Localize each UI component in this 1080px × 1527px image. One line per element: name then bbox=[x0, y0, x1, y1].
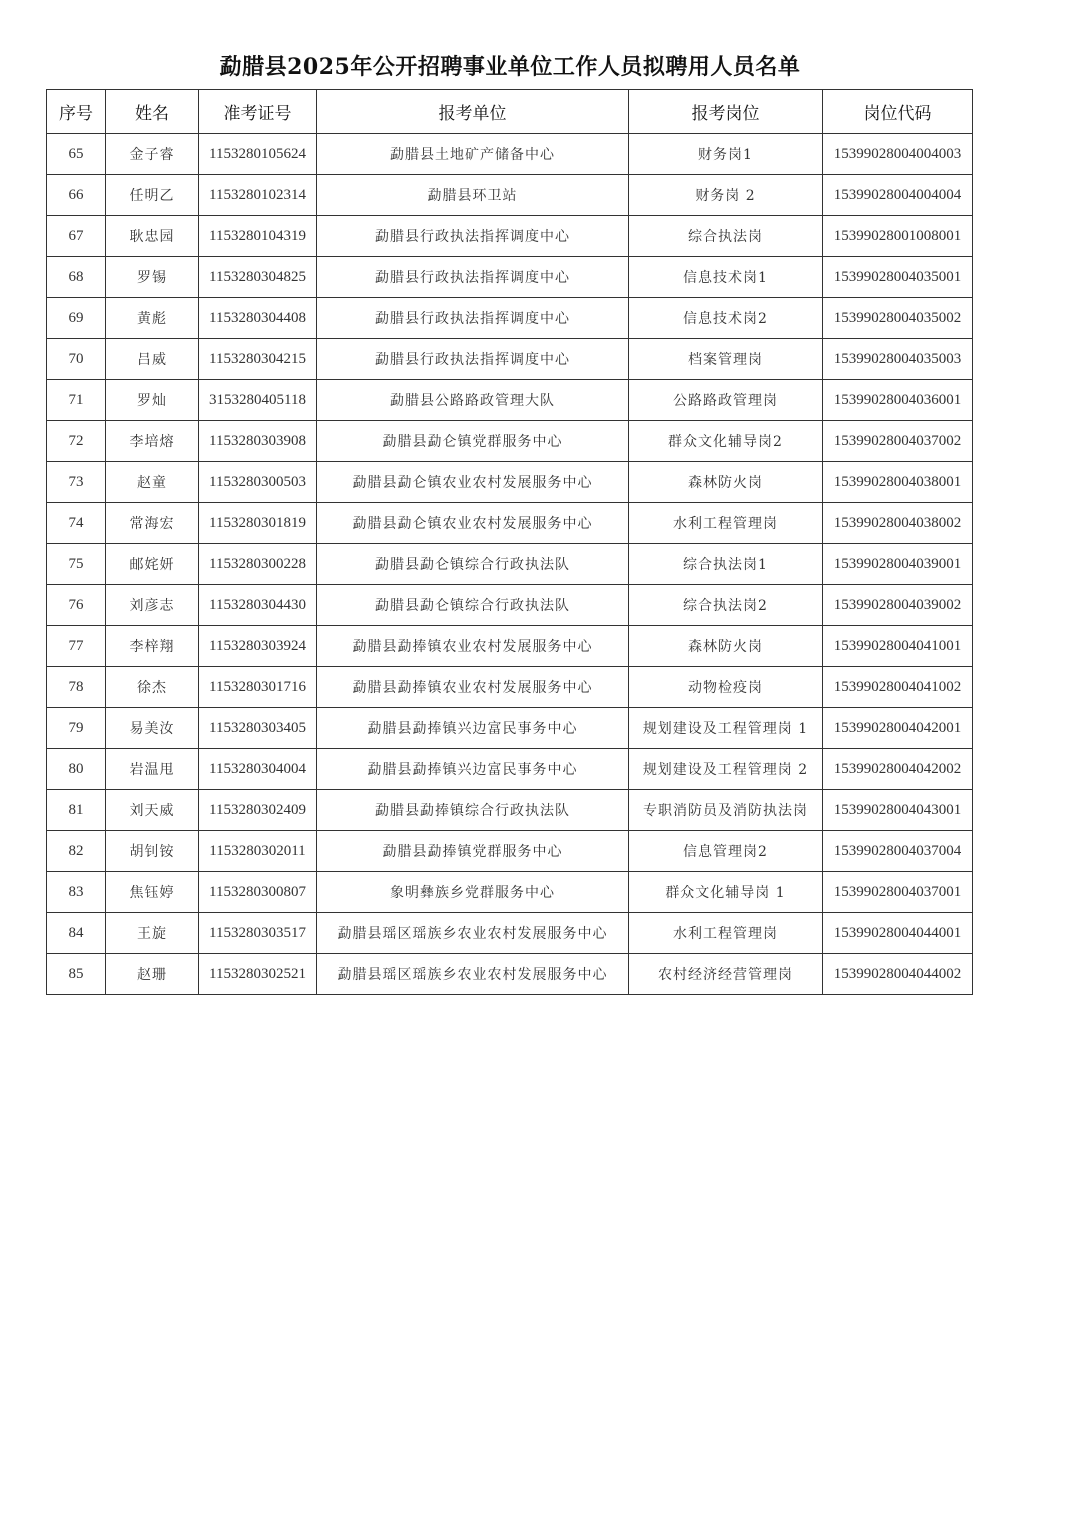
cell-seq: 84 bbox=[47, 913, 106, 954]
cell-name: 焦钰婷 bbox=[106, 872, 199, 913]
cell-unit: 勐腊县瑶区瑶族乡农业农村发展服务中心 bbox=[317, 913, 629, 954]
cell-seq: 73 bbox=[47, 462, 106, 503]
cell-seq: 76 bbox=[47, 585, 106, 626]
cell-position-code: 15399028004044002 bbox=[823, 954, 973, 995]
cell-position-code: 15399028004039001 bbox=[823, 544, 973, 585]
table-row bbox=[47, 257, 973, 298]
cell-unit: 勐腊县行政执法指挥调度中心 bbox=[317, 257, 629, 298]
cell-position: 专职消防员及消防执法岗 bbox=[629, 790, 823, 831]
cell-unit: 勐腊县行政执法指挥调度中心 bbox=[317, 216, 629, 257]
cell-exam-id: 1153280302011 bbox=[199, 831, 317, 872]
table-row bbox=[47, 831, 973, 872]
cell-position-code: 15399028004038002 bbox=[823, 503, 973, 544]
cell-unit: 勐腊县勐捧镇农业农村发展服务中心 bbox=[317, 667, 629, 708]
cell-position: 水利工程管理岗 bbox=[629, 913, 823, 954]
cell-position-code: 15399028004037002 bbox=[823, 421, 973, 462]
cell-seq: 85 bbox=[47, 954, 106, 995]
table-row bbox=[47, 749, 973, 790]
cell-position: 森林防火岗 bbox=[629, 462, 823, 503]
cell-exam-id: 1153280300228 bbox=[199, 544, 317, 585]
cell-unit: 勐腊县勐捧镇兴边富民事务中心 bbox=[317, 708, 629, 749]
cell-name: 黄彪 bbox=[106, 298, 199, 339]
cell-position: 财务岗 2 bbox=[629, 175, 823, 216]
cell-position-code: 15399028004041001 bbox=[823, 626, 973, 667]
cell-name: 罗锡 bbox=[106, 257, 199, 298]
cell-seq: 71 bbox=[47, 380, 106, 421]
cell-seq: 67 bbox=[47, 216, 106, 257]
table-row bbox=[47, 298, 973, 339]
cell-position-code: 15399028001008001 bbox=[823, 216, 973, 257]
cell-unit: 象明彝族乡党群服务中心 bbox=[317, 872, 629, 913]
cell-position-code: 15399028004042001 bbox=[823, 708, 973, 749]
table-row bbox=[47, 216, 973, 257]
header-seq: 序号 bbox=[47, 90, 106, 134]
table-row bbox=[47, 913, 973, 954]
header-position: 报考岗位 bbox=[629, 90, 823, 134]
cell-unit: 勐腊县行政执法指挥调度中心 bbox=[317, 298, 629, 339]
cell-unit: 勐腊县勐捧镇兴边富民事务中心 bbox=[317, 749, 629, 790]
cell-unit: 勐腊县公路路政管理大队 bbox=[317, 380, 629, 421]
cell-position-code: 15399028004038001 bbox=[823, 462, 973, 503]
cell-position: 综合执法岗 bbox=[629, 216, 823, 257]
cell-position-code: 15399028004041002 bbox=[823, 667, 973, 708]
cell-position: 财务岗1 bbox=[629, 134, 823, 175]
cell-seq: 83 bbox=[47, 872, 106, 913]
header-unit: 报考单位 bbox=[317, 90, 629, 134]
cell-name: 吕威 bbox=[106, 339, 199, 380]
cell-position-code: 15399028004037004 bbox=[823, 831, 973, 872]
cell-exam-id: 1153280300807 bbox=[199, 872, 317, 913]
cell-name: 赵童 bbox=[106, 462, 199, 503]
table-row bbox=[47, 134, 973, 175]
cell-seq: 70 bbox=[47, 339, 106, 380]
cell-seq: 82 bbox=[47, 831, 106, 872]
cell-seq: 68 bbox=[47, 257, 106, 298]
cell-seq: 79 bbox=[47, 708, 106, 749]
cell-position: 群众文化辅导岗 1 bbox=[629, 872, 823, 913]
cell-unit: 勐腊县勐仑镇农业农村发展服务中心 bbox=[317, 462, 629, 503]
cell-unit: 勐腊县勐仑镇综合行政执法队 bbox=[317, 544, 629, 585]
page-title: 勐腊县2025年公开招聘事业单位工作人员拟聘用人员名单 bbox=[219, 54, 801, 80]
cell-position: 农村经济经营管理岗 bbox=[629, 954, 823, 995]
table-row bbox=[47, 872, 973, 913]
table-row bbox=[47, 503, 973, 544]
cell-position: 规划建设及工程管理岗 1 bbox=[629, 708, 823, 749]
cell-name: 李培熔 bbox=[106, 421, 199, 462]
table-row bbox=[47, 667, 973, 708]
cell-seq: 75 bbox=[47, 544, 106, 585]
cell-name: 岩温甩 bbox=[106, 749, 199, 790]
cell-position: 公路路政管理岗 bbox=[629, 380, 823, 421]
cell-unit: 勐腊县土地矿产储备中心 bbox=[317, 134, 629, 175]
cell-unit: 勐腊县勐仑镇党群服务中心 bbox=[317, 421, 629, 462]
cell-unit: 勐腊县瑶区瑶族乡农业农村发展服务中心 bbox=[317, 954, 629, 995]
table-row bbox=[47, 790, 973, 831]
cell-exam-id: 1153280301716 bbox=[199, 667, 317, 708]
cell-unit: 勐腊县勐捧镇农业农村发展服务中心 bbox=[317, 626, 629, 667]
cell-name: 常海宏 bbox=[106, 503, 199, 544]
cell-position: 水利工程管理岗 bbox=[629, 503, 823, 544]
cell-position: 综合执法岗1 bbox=[629, 544, 823, 585]
cell-exam-id: 1153280104319 bbox=[199, 216, 317, 257]
cell-name: 刘彦志 bbox=[106, 585, 199, 626]
cell-position: 档案管理岗 bbox=[629, 339, 823, 380]
cell-exam-id: 1153280300503 bbox=[199, 462, 317, 503]
cell-position: 规划建设及工程管理岗 2 bbox=[629, 749, 823, 790]
cell-name: 任明乙 bbox=[106, 175, 199, 216]
cell-seq: 81 bbox=[47, 790, 106, 831]
cell-position: 动物检疫岗 bbox=[629, 667, 823, 708]
cell-position: 森林防火岗 bbox=[629, 626, 823, 667]
cell-exam-id: 1153280105624 bbox=[199, 134, 317, 175]
cell-position: 信息技术岗1 bbox=[629, 257, 823, 298]
cell-position-code: 15399028004035001 bbox=[823, 257, 973, 298]
cell-unit: 勐腊县勐仑镇农业农村发展服务中心 bbox=[317, 503, 629, 544]
cell-unit: 勐腊县勐捧镇党群服务中心 bbox=[317, 831, 629, 872]
table-row bbox=[47, 626, 973, 667]
cell-position: 综合执法岗2 bbox=[629, 585, 823, 626]
cell-exam-id: 1153280304004 bbox=[199, 749, 317, 790]
table-row bbox=[47, 462, 973, 503]
cell-exam-id: 1153280303405 bbox=[199, 708, 317, 749]
cell-position-code: 15399028004039002 bbox=[823, 585, 973, 626]
cell-seq: 74 bbox=[47, 503, 106, 544]
table-row bbox=[47, 421, 973, 462]
cell-position: 信息管理岗2 bbox=[629, 831, 823, 872]
cell-seq: 72 bbox=[47, 421, 106, 462]
cell-position-code: 15399028004036001 bbox=[823, 380, 973, 421]
cell-name: 徐杰 bbox=[106, 667, 199, 708]
cell-name: 耿忠园 bbox=[106, 216, 199, 257]
header-exam-id: 准考证号 bbox=[199, 90, 317, 134]
cell-position: 群众文化辅导岗2 bbox=[629, 421, 823, 462]
cell-position-code: 15399028004037001 bbox=[823, 872, 973, 913]
cell-position-code: 15399028004042002 bbox=[823, 749, 973, 790]
cell-position: 信息技术岗2 bbox=[629, 298, 823, 339]
cell-position-code: 15399028004035003 bbox=[823, 339, 973, 380]
header-name: 姓名 bbox=[106, 90, 199, 134]
cell-name: 王旋 bbox=[106, 913, 199, 954]
cell-exam-id: 1153280102314 bbox=[199, 175, 317, 216]
cell-seq: 77 bbox=[47, 626, 106, 667]
cell-seq: 65 bbox=[47, 134, 106, 175]
cell-unit: 勐腊县行政执法指挥调度中心 bbox=[317, 339, 629, 380]
cell-position-code: 15399028004043001 bbox=[823, 790, 973, 831]
cell-exam-id: 1153280303908 bbox=[199, 421, 317, 462]
table-row bbox=[47, 175, 973, 216]
cell-seq: 78 bbox=[47, 667, 106, 708]
cell-position-code: 15399028004004003 bbox=[823, 134, 973, 175]
table-header-row bbox=[47, 90, 973, 134]
cell-seq: 69 bbox=[47, 298, 106, 339]
cell-exam-id: 1153280302521 bbox=[199, 954, 317, 995]
cell-seq: 66 bbox=[47, 175, 106, 216]
cell-exam-id: 1153280304215 bbox=[199, 339, 317, 380]
cell-exam-id: 1153280304825 bbox=[199, 257, 317, 298]
cell-exam-id: 3153280405118 bbox=[199, 380, 317, 421]
cell-exam-id: 1153280302409 bbox=[199, 790, 317, 831]
cell-name: 李梓翔 bbox=[106, 626, 199, 667]
cell-position-code: 15399028004035002 bbox=[823, 298, 973, 339]
cell-position-code: 15399028004004004 bbox=[823, 175, 973, 216]
cell-exam-id: 1153280304408 bbox=[199, 298, 317, 339]
table-row bbox=[47, 339, 973, 380]
cell-name: 刘天威 bbox=[106, 790, 199, 831]
cell-exam-id: 1153280303924 bbox=[199, 626, 317, 667]
cell-name: 胡钊铵 bbox=[106, 831, 199, 872]
cell-exam-id: 1153280304430 bbox=[199, 585, 317, 626]
cell-name: 赵珊 bbox=[106, 954, 199, 995]
cell-exam-id: 1153280301819 bbox=[199, 503, 317, 544]
cell-name: 金子睿 bbox=[106, 134, 199, 175]
cell-unit: 勐腊县勐仑镇综合行政执法队 bbox=[317, 585, 629, 626]
table-row bbox=[47, 954, 973, 995]
table-row bbox=[47, 708, 973, 749]
cell-unit: 勐腊县环卫站 bbox=[317, 175, 629, 216]
table-row bbox=[47, 380, 973, 421]
cell-position-code: 15399028004044001 bbox=[823, 913, 973, 954]
cell-exam-id: 1153280303517 bbox=[199, 913, 317, 954]
header-position-code: 岗位代码 bbox=[823, 90, 973, 134]
cell-name: 邮姹妍 bbox=[106, 544, 199, 585]
cell-name: 易美汝 bbox=[106, 708, 199, 749]
cell-seq: 80 bbox=[47, 749, 106, 790]
cell-name: 罗灿 bbox=[106, 380, 199, 421]
cell-unit: 勐腊县勐捧镇综合行政执法队 bbox=[317, 790, 629, 831]
table-row bbox=[47, 544, 973, 585]
candidate-table bbox=[46, 89, 973, 995]
table-row bbox=[47, 585, 973, 626]
